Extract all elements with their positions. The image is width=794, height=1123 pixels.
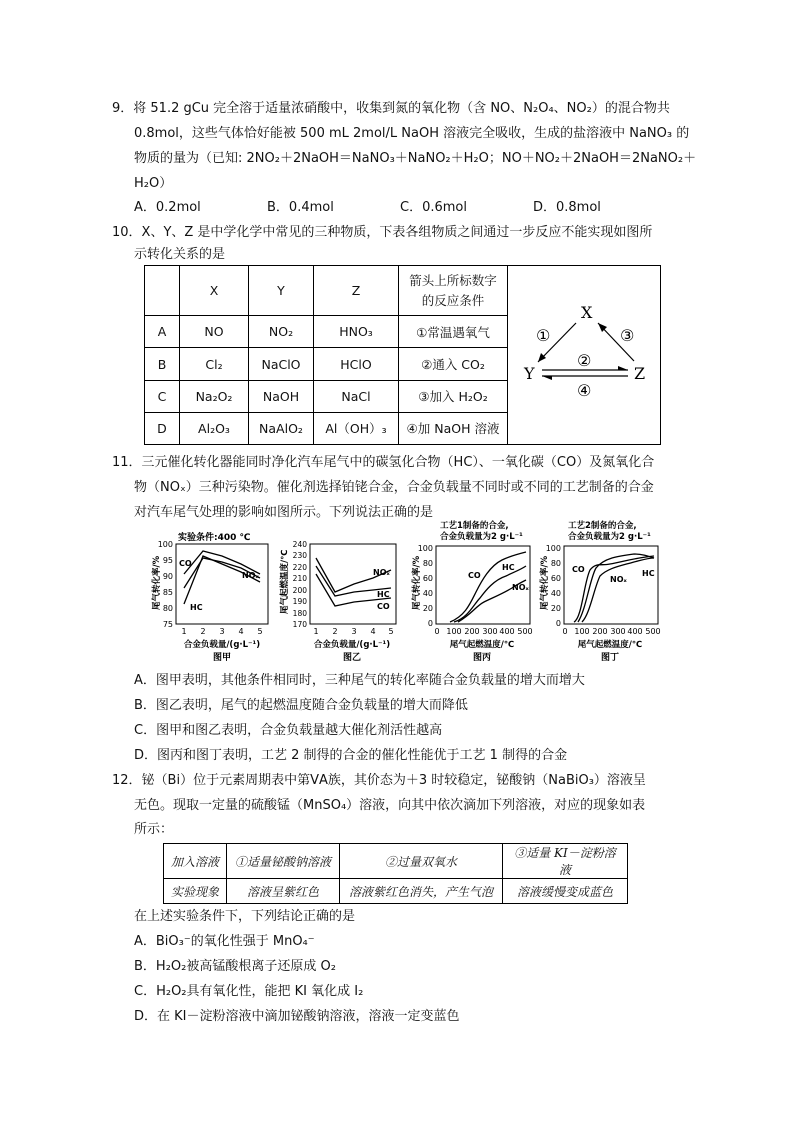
q10-row-b-z: HClO <box>314 348 399 380</box>
ding-xtick-100: 100 <box>574 627 590 636</box>
diagram-z: Z <box>634 364 646 383</box>
jia-ytick-100: 100 <box>157 540 173 549</box>
chart-bing <box>410 518 534 666</box>
diagram-x: X <box>581 303 593 322</box>
q10-table <box>144 265 661 445</box>
q9-line1: 9．将 51.2 gCu 完全溶于适量浓硝酸中，收集到氮的氧化物（含 NO、N₂O₄、NO₂）的混合物共 <box>112 101 670 116</box>
ding-ytick-80: 80 <box>550 559 561 568</box>
chart-ding-xlabel: 尾气起燃温度/℃ <box>577 640 643 650</box>
yi-xtick-1: 1 <box>313 627 319 636</box>
q10-row-b-x: Cl₂ <box>180 348 249 380</box>
q12-cell-solution2: ②过量双氧水 <box>340 844 503 879</box>
chart-yi-caption: 图乙 <box>342 653 362 663</box>
q12-line2: 无色。现取一定量的硫酸锰（MnSO₄）溶液，向其中依次滴加下列溶液，对应的现象如表 <box>134 798 646 813</box>
q10-row-c-label: C <box>145 380 180 412</box>
q11-option-b[interactable]: B．图乙表明，尾气的起燃温度随合金负载量的增大而降低 <box>134 698 468 713</box>
chart-ding <box>538 518 662 666</box>
yi-label-nox: NOₓ <box>373 568 390 577</box>
q10-header-condition <box>399 266 508 316</box>
q9-option-d[interactable]: D．0.8mol <box>533 200 601 215</box>
yi-label-co: CO <box>377 602 390 611</box>
chart-ding-title1: 工艺2制备的合金, <box>568 521 637 531</box>
ding-xtick-300: 300 <box>610 627 626 636</box>
chart-yi-xlabel: 合金负载量/(g·L⁻¹) <box>313 640 391 650</box>
q12-line1: 12．铋（Bi）位于元素周期表中第ⅤA族，其价态为＋3 时较稳定，铋酸钠（NaBiO₃）溶液呈 <box>112 773 646 788</box>
chart-jia-caption: 图甲 <box>212 653 232 663</box>
bing-ytick-80: 80 <box>422 559 433 568</box>
q12-cell-header1: 加入溶液 <box>164 844 227 879</box>
ding-xtick-200: 200 <box>592 627 608 636</box>
bing-label-nox: NOₓ <box>512 583 529 592</box>
ding-ytick-60: 60 <box>550 574 561 583</box>
diagram-n2: ② <box>577 351 592 370</box>
ding-label-co: CO <box>572 565 585 574</box>
q10-row-c-y: NaOH <box>249 380 314 412</box>
q9-option-b[interactable]: B．0.4mol <box>267 200 334 215</box>
ding-line-nox <box>578 554 654 622</box>
yi-ytick-190: 190 <box>292 597 307 606</box>
q10-header-z: Z <box>314 266 399 316</box>
q12-table <box>163 843 628 904</box>
q10-row-a-x: NO <box>180 316 249 348</box>
ding-ytick-20: 20 <box>550 604 561 613</box>
bing-ytick-40: 40 <box>422 589 433 598</box>
yi-ytick-220: 220 <box>292 563 307 572</box>
q11-option-d[interactable]: D．图丙和图丁表明，工艺 2 制得的合金的催化性能优于工艺 1 制得的合金 <box>134 748 568 763</box>
bing-xtick-100: 100 <box>446 627 462 636</box>
yi-ytick-210: 210 <box>292 574 307 583</box>
q9-line4: H₂O） <box>134 176 173 191</box>
q12-line4: 在上述实验条件下，下列结论正确的是 <box>134 909 356 924</box>
q10-row-d-x: Al₂O₃ <box>180 412 249 444</box>
chart-jia-ylabel: 尾气转化率/% <box>152 555 162 610</box>
ding-xtick-400: 400 <box>627 627 643 636</box>
yi-ytick-200: 200 <box>292 586 307 595</box>
yi-ytick-230: 230 <box>292 551 307 560</box>
q12-cell-header2: 实验现象 <box>164 879 227 904</box>
jia-xtick-1: 1 <box>181 627 187 636</box>
chart-yi <box>276 522 402 666</box>
arrow-y-to-z-head <box>618 366 628 370</box>
chart-jia-xlabel: 合金负载量/(g·L⁻¹) <box>183 640 261 650</box>
chart-ding-caption: 图丁 <box>600 653 620 663</box>
q11-line3: 对汽车尾气处理的影响如图所示。下列说法正确的是 <box>134 505 434 520</box>
diagram-y: Y <box>524 364 535 383</box>
q12-table-row1 <box>164 844 628 879</box>
jia-ytick-90: 90 <box>162 572 173 581</box>
q12-cell-solution1: ①适量铋酸钠溶液 <box>227 844 340 879</box>
yi-ytick-240: 240 <box>292 540 307 549</box>
ding-ytick-100: 100 <box>545 544 561 553</box>
ding-xtick-0: 0 <box>562 627 568 636</box>
bing-xtick-200: 200 <box>464 627 480 636</box>
yi-xtick-4: 4 <box>370 627 376 636</box>
bing-label-co: CO <box>468 571 481 580</box>
chart-jia-note: 实验条件:400 ℃ <box>178 533 251 543</box>
q11-option-c[interactable]: C．图甲和图乙表明，合金负载量越大催化剂活性越高 <box>134 723 443 738</box>
q9-option-a[interactable]: A．0.2mol <box>134 200 201 215</box>
jia-xtick-3: 3 <box>219 627 225 636</box>
arrow-z-to-y-head <box>542 376 552 380</box>
q10-diagram <box>508 266 660 444</box>
chart-yi-yticks <box>293 540 308 629</box>
ding-label-hc: HC <box>642 569 655 578</box>
bing-ytick-60: 60 <box>422 574 433 583</box>
q9-option-c[interactable]: C．0.6mol <box>400 200 467 215</box>
q9-line3: 物质的量为（已知: 2NO₂＋2NaOH＝NaNO₃＋NaNO₂＋H₂O；NO＋NO₂＋2NaOH＝2NaNO₂＋ <box>134 151 697 166</box>
q9-line2: 0.8mol，这些气体恰好能被 500 mL 2mol/L NaOH 溶液完全吸收，生成的盐溶液中 NaNO₃ 的 <box>134 126 690 141</box>
chart-bing-ylabel: 尾气转化率/% <box>412 555 422 610</box>
jia-label-hc: HC <box>190 603 203 612</box>
q10-row-a-z: HNO₃ <box>314 316 399 348</box>
q10-row-d-cond: ④加 NaOH 溶液 <box>399 412 508 444</box>
jia-ytick-75: 75 <box>162 620 173 629</box>
chart-yi-xticks <box>313 627 393 636</box>
q12-cell-result3: 溶液缓慢变成蓝色 <box>503 879 628 904</box>
chart-bing-xlabel: 尾气起燃温度/℃ <box>449 640 515 650</box>
chart-ding-xticks <box>562 627 660 636</box>
jia-ytick-80: 80 <box>162 604 173 613</box>
ding-label-nox: NOₓ <box>610 575 627 584</box>
ding-xtick-500: 500 <box>645 627 661 636</box>
ding-line-co <box>574 556 654 622</box>
q12-cell-result1: 溶液呈紫红色 <box>227 879 340 904</box>
yi-label-hc: HC <box>377 590 390 599</box>
bing-xtick-500: 500 <box>517 627 533 636</box>
q10-line2: 示转化关系的是 <box>134 247 226 262</box>
ding-ytick-0: 0 <box>555 619 561 628</box>
jia-xtick-4: 4 <box>238 627 244 636</box>
q10-header-empty <box>145 266 180 316</box>
chart-bing-caption: 图丙 <box>472 653 492 663</box>
q10-row-b-label: B <box>145 348 180 380</box>
jia-label-nox: NOₓ <box>242 571 259 580</box>
q10-row-b-y: NaClO <box>249 348 314 380</box>
q9-options <box>134 195 666 220</box>
q12-option-b[interactable]: B．H₂O₂被高锰酸根离子还原成 O₂ <box>134 959 336 974</box>
q10-row-c-z: NaCl <box>314 380 399 412</box>
bing-label-hc: HC <box>502 563 515 572</box>
chart-bing-title2: 合金负载量为2 g·L⁻¹ <box>440 532 523 542</box>
chart-yi-ylabel: 尾气起燃温度/℃ <box>280 549 290 614</box>
q10-row-b-cond: ②通入 CO₂ <box>399 348 508 380</box>
bing-ytick-0: 0 <box>427 619 433 628</box>
q10-row-a-y: NO₂ <box>249 316 314 348</box>
q11-line1: 11．三元催化转化器能同时净化汽车尾气中的碳氢化合物（HC）、一氧化碳（CO）及氮氧化合 <box>112 455 655 470</box>
q12-option-d[interactable]: D．在 KI－淀粉溶液中滴加铋酸钠溶液，溶液一定变蓝色 <box>134 1009 460 1024</box>
q10-diagram-cell <box>508 266 661 445</box>
q10-header-y: Y <box>249 266 314 316</box>
q12-line3: 所示： <box>134 822 174 837</box>
yi-xtick-2: 2 <box>332 627 338 636</box>
q10-row-c-x: Na₂O₂ <box>180 380 249 412</box>
diagram-n3: ③ <box>620 326 635 345</box>
q11-line2: 物（NOₓ）三种污染物。催化剂选择铂铑合金，合金负载量不同时或不同的工艺制备的合金 <box>134 480 654 495</box>
bing-line-hc <box>454 566 526 622</box>
jia-label-co: CO <box>179 559 192 568</box>
bing-xtick-300: 300 <box>482 627 498 636</box>
chart-jia-xticks <box>181 627 262 636</box>
yi-ytick-180: 180 <box>292 609 307 618</box>
chart-ding-title2: 合金负载量为2 g·L⁻¹ <box>568 532 651 542</box>
diagram-n1: ① <box>536 326 551 345</box>
ding-ytick-40: 40 <box>550 589 561 598</box>
q12-table-row2 <box>164 879 628 904</box>
q11-option-a[interactable]: A．图甲表明，其他条件相同时，三种尾气的转化率随合金负载量的增大而增大 <box>134 673 585 688</box>
q10-row-a-cond: ①常温遇氧气 <box>399 316 508 348</box>
jia-xtick-2: 2 <box>200 627 206 636</box>
bing-ytick-20: 20 <box>422 604 433 613</box>
q12-option-a[interactable]: A．BiO₃⁻的氧化性强于 MnO₄⁻ <box>134 934 315 949</box>
q10-line1: 10．X、Y、Z 是中学化学中常见的三种物质，下表各组物质之间通过一步反应不能实现如图所 <box>112 225 653 240</box>
q10-row-a-label: A <box>145 316 180 348</box>
jia-xtick-5: 5 <box>257 627 263 636</box>
yi-ytick-170: 170 <box>292 620 307 629</box>
jia-ytick-95: 95 <box>162 556 173 565</box>
diagram-n4: ④ <box>577 381 592 400</box>
q12-option-c[interactable]: C．H₂O₂具有氧化性，能把 KI 氧化成 I₂ <box>134 984 364 999</box>
bing-xtick-0: 0 <box>434 627 440 636</box>
q10-row-d-z: Al（OH）₃ <box>314 412 399 444</box>
yi-xtick-3: 3 <box>351 627 357 636</box>
jia-ytick-85: 85 <box>162 588 173 597</box>
q10-header-condition-1: 箭头上所标数字 <box>409 272 497 288</box>
q10-row-d-label: D <box>145 412 180 444</box>
chart-jia <box>148 522 274 666</box>
bing-xtick-400: 400 <box>499 627 515 636</box>
q12-cell-result2: 溶液紫红色消失，产生气泡 <box>340 879 503 904</box>
bing-ytick-100: 100 <box>417 544 433 553</box>
chart-bing-xticks <box>434 627 532 636</box>
jia-line-hc <box>184 556 260 604</box>
chart-bing-title1: 工艺1制备的合金, <box>440 521 509 531</box>
yi-xtick-5: 5 <box>388 627 394 636</box>
q10-header-x: X <box>180 266 249 316</box>
q10-row-d-y: NaAlO₂ <box>249 412 314 444</box>
q10-header-condition-2: 的反应条件 <box>421 292 485 308</box>
q12-cell-solution3: ③适量 KI－淀粉溶液 <box>503 844 628 879</box>
chart-ding-ylabel: 尾气转化率/% <box>540 555 550 610</box>
q10-row-c-cond: ③加入 H₂O₂ <box>399 380 508 412</box>
